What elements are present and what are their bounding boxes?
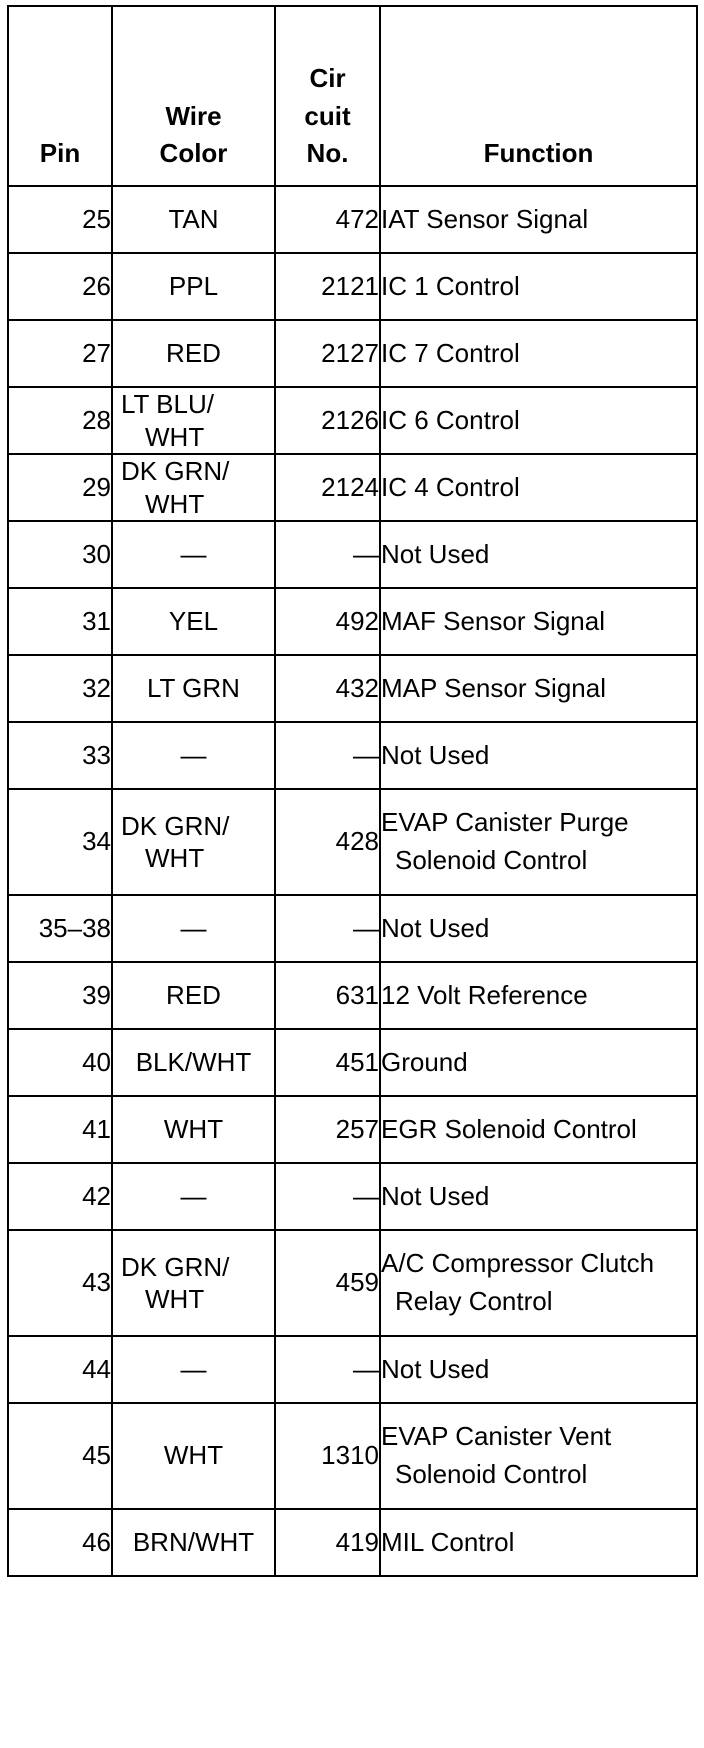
circuit-number-cell: — (275, 1336, 380, 1403)
pin-cell: 42 (8, 1163, 112, 1230)
circuit-number-cell: 459 (275, 1230, 380, 1336)
table-row (8, 789, 697, 895)
wire-color-cell: RED (112, 962, 275, 1029)
function-line: MAF Sensor Signal (381, 605, 605, 636)
wire-color-cell: — (112, 1163, 275, 1230)
wire-color-two-line (113, 388, 274, 453)
wire-color-cell: — (112, 1336, 275, 1403)
table-row (8, 1509, 697, 1576)
header-circuit-line-3: No. (306, 138, 349, 169)
wire-color-line: WHT (145, 488, 205, 519)
pin-cell: 28 (8, 387, 112, 454)
function-line: A/C Compressor Clutch (381, 1248, 655, 1279)
header-function (380, 6, 697, 186)
circuit-number-cell: 451 (275, 1029, 380, 1096)
wire-color-line: WHT (145, 421, 205, 452)
pin-cell: 25 (8, 186, 112, 253)
header-pin-label: Pin (39, 138, 81, 169)
circuit-number-cell: 2121 (275, 253, 380, 320)
function-cell (380, 1163, 697, 1230)
circuit-number-cell: — (275, 722, 380, 789)
wire-color-two-line (113, 1251, 274, 1316)
table-body (8, 186, 697, 1576)
table-row (8, 320, 697, 387)
wire-color-cell: LT GRN (112, 655, 275, 722)
function-line: EVAP Canister Purge (381, 807, 629, 838)
table-row (8, 186, 697, 253)
wire-color-cell: BRN/WHT (112, 1509, 275, 1576)
function-cell (380, 1029, 697, 1096)
function-line: Solenoid Control (395, 845, 588, 875)
wire-color-cell: WHT (112, 1096, 275, 1163)
circuit-number-cell: 428 (275, 789, 380, 895)
pin-cell: 35–38 (8, 895, 112, 962)
wire-color-line: WHT (145, 843, 205, 873)
header-wire-color-line-2: Color (159, 138, 228, 169)
pin-cell: 44 (8, 1336, 112, 1403)
function-line: EGR Solenoid Control (381, 1113, 637, 1144)
circuit-number-cell: — (275, 521, 380, 588)
function-cell (380, 454, 697, 521)
function-line: IC 7 Control (381, 337, 520, 368)
circuit-number-cell: 472 (275, 186, 380, 253)
wire-color-cell (112, 1230, 275, 1336)
function-cell (380, 320, 697, 387)
pin-cell: 32 (8, 655, 112, 722)
table-row (8, 387, 697, 454)
pin-cell: 33 (8, 722, 112, 789)
function-cell (380, 895, 697, 962)
function-line: IAT Sensor Signal (381, 203, 589, 234)
circuit-number-cell: 492 (275, 588, 380, 655)
function-line: IC 4 Control (381, 471, 520, 502)
table-row (8, 588, 697, 655)
table-row (8, 962, 697, 1029)
wire-color-two-line (113, 810, 274, 875)
function-cell (380, 588, 697, 655)
circuit-number-cell: — (275, 1163, 380, 1230)
pin-cell: 30 (8, 521, 112, 588)
table-row (8, 1403, 697, 1509)
pin-cell: 26 (8, 253, 112, 320)
wire-color-cell: YEL (112, 588, 275, 655)
function-line: Not Used (381, 1180, 490, 1211)
wire-color-cell (112, 789, 275, 895)
wire-color-cell (112, 387, 275, 454)
header-function-label: Function (483, 138, 594, 169)
function-cell (380, 521, 697, 588)
table-row (8, 1163, 697, 1230)
pin-cell: 34 (8, 789, 112, 895)
function-line: Not Used (381, 538, 490, 569)
table-row (8, 1096, 697, 1163)
pin-cell: 40 (8, 1029, 112, 1096)
circuit-number-cell: — (275, 895, 380, 962)
circuit-number-cell: 2126 (275, 387, 380, 454)
wire-color-line: DK GRN/ (121, 810, 230, 841)
function-cell (380, 387, 697, 454)
wire-color-cell: TAN (112, 186, 275, 253)
function-line: Ground (381, 1046, 468, 1077)
pin-cell: 27 (8, 320, 112, 387)
function-cell (380, 253, 697, 320)
function-line: 12 Volt Reference (381, 979, 588, 1010)
table-row (8, 1029, 697, 1096)
function-cell (380, 1336, 697, 1403)
function-cell (380, 1403, 697, 1509)
function-cell (380, 1509, 697, 1576)
wire-color-line: DK GRN/ (121, 1251, 230, 1282)
wire-color-cell: WHT (112, 1403, 275, 1509)
table-row (8, 521, 697, 588)
wire-color-two-line (113, 455, 274, 520)
function-cell (380, 1096, 697, 1163)
function-cell (380, 789, 697, 895)
table-row (8, 722, 697, 789)
table-row (8, 895, 697, 962)
wire-color-cell: PPL (112, 253, 275, 320)
wire-color-cell: RED (112, 320, 275, 387)
circuit-number-cell: 631 (275, 962, 380, 1029)
pin-cell: 41 (8, 1096, 112, 1163)
table-row (8, 1230, 697, 1336)
wire-color-cell: — (112, 521, 275, 588)
function-cell (380, 655, 697, 722)
function-line: MAP Sensor Signal (381, 672, 606, 703)
circuit-number-cell: 1310 (275, 1403, 380, 1509)
wire-color-line: DK GRN/ (121, 456, 230, 486)
wire-color-cell: — (112, 895, 275, 962)
pin-cell: 31 (8, 588, 112, 655)
function-line: Solenoid Control (395, 1459, 588, 1489)
function-line: Not Used (381, 739, 490, 770)
pin-cell: 45 (8, 1403, 112, 1509)
wire-color-cell: BLK/WHT (112, 1029, 275, 1096)
header-circuit-line-1: Cir (309, 62, 346, 93)
header-pin (8, 6, 112, 186)
function-cell (380, 186, 697, 253)
function-cell (380, 962, 697, 1029)
circuit-number-cell: 257 (275, 1096, 380, 1163)
function-line: Not Used (381, 1353, 490, 1384)
table-row (8, 655, 697, 722)
function-line: EVAP Canister Vent (381, 1421, 612, 1452)
circuit-number-cell: 2127 (275, 320, 380, 387)
circuit-number-cell: 419 (275, 1509, 380, 1576)
header-row (8, 6, 697, 186)
wire-color-line: WHT (145, 1284, 205, 1314)
pin-cell: 46 (8, 1509, 112, 1576)
wire-color-cell: — (112, 722, 275, 789)
function-cell (380, 1230, 697, 1336)
header-circuit-line-2: cuit (304, 100, 351, 131)
connector-pinout-table (7, 5, 698, 1577)
function-line: MIL Control (381, 1526, 515, 1557)
function-line: Not Used (381, 912, 490, 943)
table-row (8, 1336, 697, 1403)
table-row (8, 253, 697, 320)
header-wire-color-line-1: Wire (165, 100, 222, 131)
pin-cell: 29 (8, 454, 112, 521)
function-cell (380, 722, 697, 789)
function-line: IC 1 Control (381, 270, 520, 301)
wire-color-line: LT BLU/ (121, 389, 214, 419)
wire-color-cell (112, 454, 275, 521)
function-line: Relay Control (395, 1286, 553, 1316)
function-line: IC 6 Control (381, 404, 520, 435)
pin-cell: 43 (8, 1230, 112, 1336)
circuit-number-cell: 432 (275, 655, 380, 722)
pin-cell: 39 (8, 962, 112, 1029)
header-circuit-no (275, 6, 380, 186)
header-wire-color (112, 6, 275, 186)
table-row (8, 454, 697, 521)
circuit-number-cell: 2124 (275, 454, 380, 521)
